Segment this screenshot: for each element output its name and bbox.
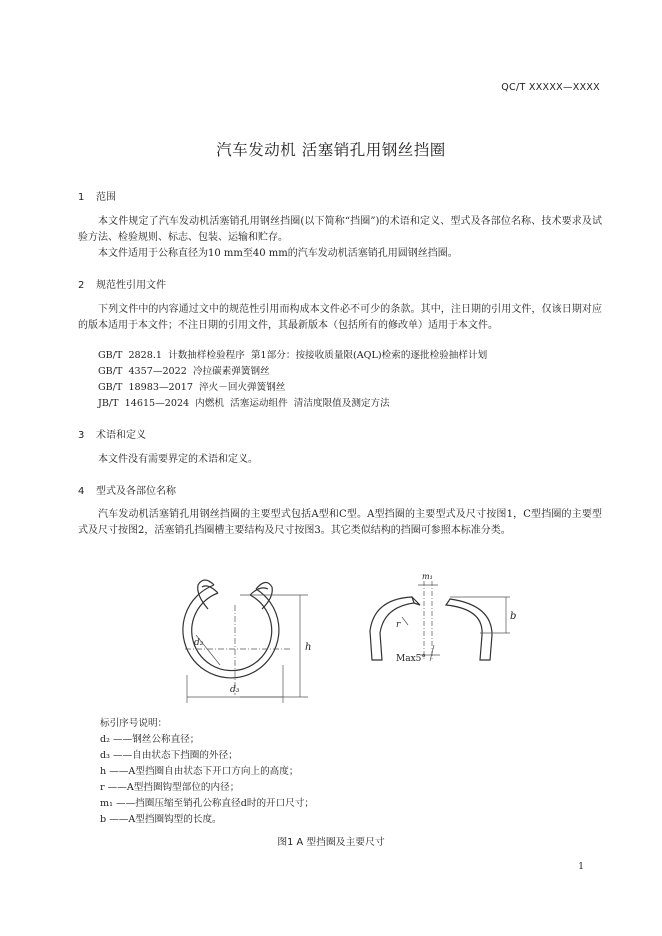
legend-title: 标引序号说明：: [100, 718, 168, 729]
section-2-heading: [78, 276, 166, 291]
section-title: 规范性引用文件: [96, 280, 166, 291]
dim-label-d3: d₃: [230, 685, 240, 695]
figure-caption: 图1 A 型挡圈及主要尺寸: [277, 837, 385, 848]
page-number: 1: [578, 862, 584, 872]
reference-item: GB/T 2828.1 计数抽样检验程序 第1部分：按接收质量限(AQL)检索的逐批检验抽样计划: [98, 350, 488, 361]
dim-label-d2: d₂: [194, 638, 204, 648]
section-2-paragraph-1: 下列文件中的内容通过文中的规范性引用而构成本文件必不可少的条款。其中，注日期的引用文件，仅该日期对应的版本适用于本文件；不注日期的引用文件，其最新版本（包括所有的修改单）适用于本文件。: [78, 304, 602, 331]
dim-label-max-angle: Max5°: [396, 654, 426, 664]
legend-item: h ——A型挡圈自由状态下开口方向上的高度；: [100, 766, 299, 777]
section-4-paragraph-1: 汽车发动机活塞销孔用钢丝挡圈的主要型式包括A型和C型。A型挡圈的主要型式及尺寸按图1，C型挡圈的主要型式及尺寸按图2，活塞销孔挡圈槽主要结构及尺寸按图3。其它类似结构的挡圈可参照本标准分类。: [78, 509, 602, 536]
section-3-heading: [78, 426, 146, 441]
dim-label-h: h: [305, 642, 312, 653]
section-title: 型式及各部位名称: [96, 486, 176, 497]
figure-1-drawing: [150, 565, 520, 710]
section-3-paragraph-1: 本文件没有需要界定的术语和定义。: [98, 454, 258, 465]
section-number: 4: [78, 486, 85, 497]
section-number: 1: [78, 192, 85, 203]
hook-dimension-lines: [402, 581, 510, 661]
document-title: 汽车发动机 活塞销孔用钢丝挡圈: [216, 141, 446, 159]
legend-item: m₁ ——挡圈压缩至销孔公称直径d时的开口尺寸；: [100, 798, 315, 809]
reference-item: GB/T 4357—2022 冷拉碳素弹簧钢丝: [98, 366, 270, 377]
section-title: 范围: [96, 192, 116, 203]
hook-detail-view: [370, 597, 492, 660]
section-number: 2: [78, 280, 85, 291]
dim-label-m1: m₁: [422, 572, 433, 581]
section-1-paragraph-2: 本文件适用于公称直径为10 mm至40 mm的汽车发动机活塞销孔用圆钢丝挡圈。: [98, 248, 458, 259]
section-number: 3: [78, 430, 85, 441]
legend-item: b ——A型挡圈钩型的长度。: [100, 814, 222, 825]
legend-item: d₂ ——钢丝公称直径；: [100, 734, 200, 745]
section-4-heading: [78, 482, 176, 497]
standard-number: QC/T XXXXX—XXXX: [501, 82, 600, 93]
section-title: 术语和定义: [96, 430, 146, 441]
dim-label-b: b: [510, 611, 517, 622]
section-1-paragraph-1: 本文件规定了汽车发动机活塞销孔用钢丝挡圈(以下简称“挡圈”)的术语和定义、型式及各部位名称、技术要求及试验方法、检验规则、标志、包装、运输和贮存。: [78, 216, 602, 243]
legend-item: d₃ ——自由状态下挡圈的外径；: [100, 750, 238, 761]
dim-label-r: r: [396, 620, 401, 630]
reference-item: JB/T 14615—2024 内燃机 活塞运动组件 清洁度限值及测定方法: [98, 398, 390, 409]
legend-item: r ——A型挡圈钩型部位的内径；: [100, 782, 240, 793]
reference-item: GB/T 18983—2017 淬火－回火弹簧钢丝: [98, 382, 286, 393]
ring-dimension-lines: [185, 595, 308, 703]
section-1-heading: [78, 188, 116, 203]
